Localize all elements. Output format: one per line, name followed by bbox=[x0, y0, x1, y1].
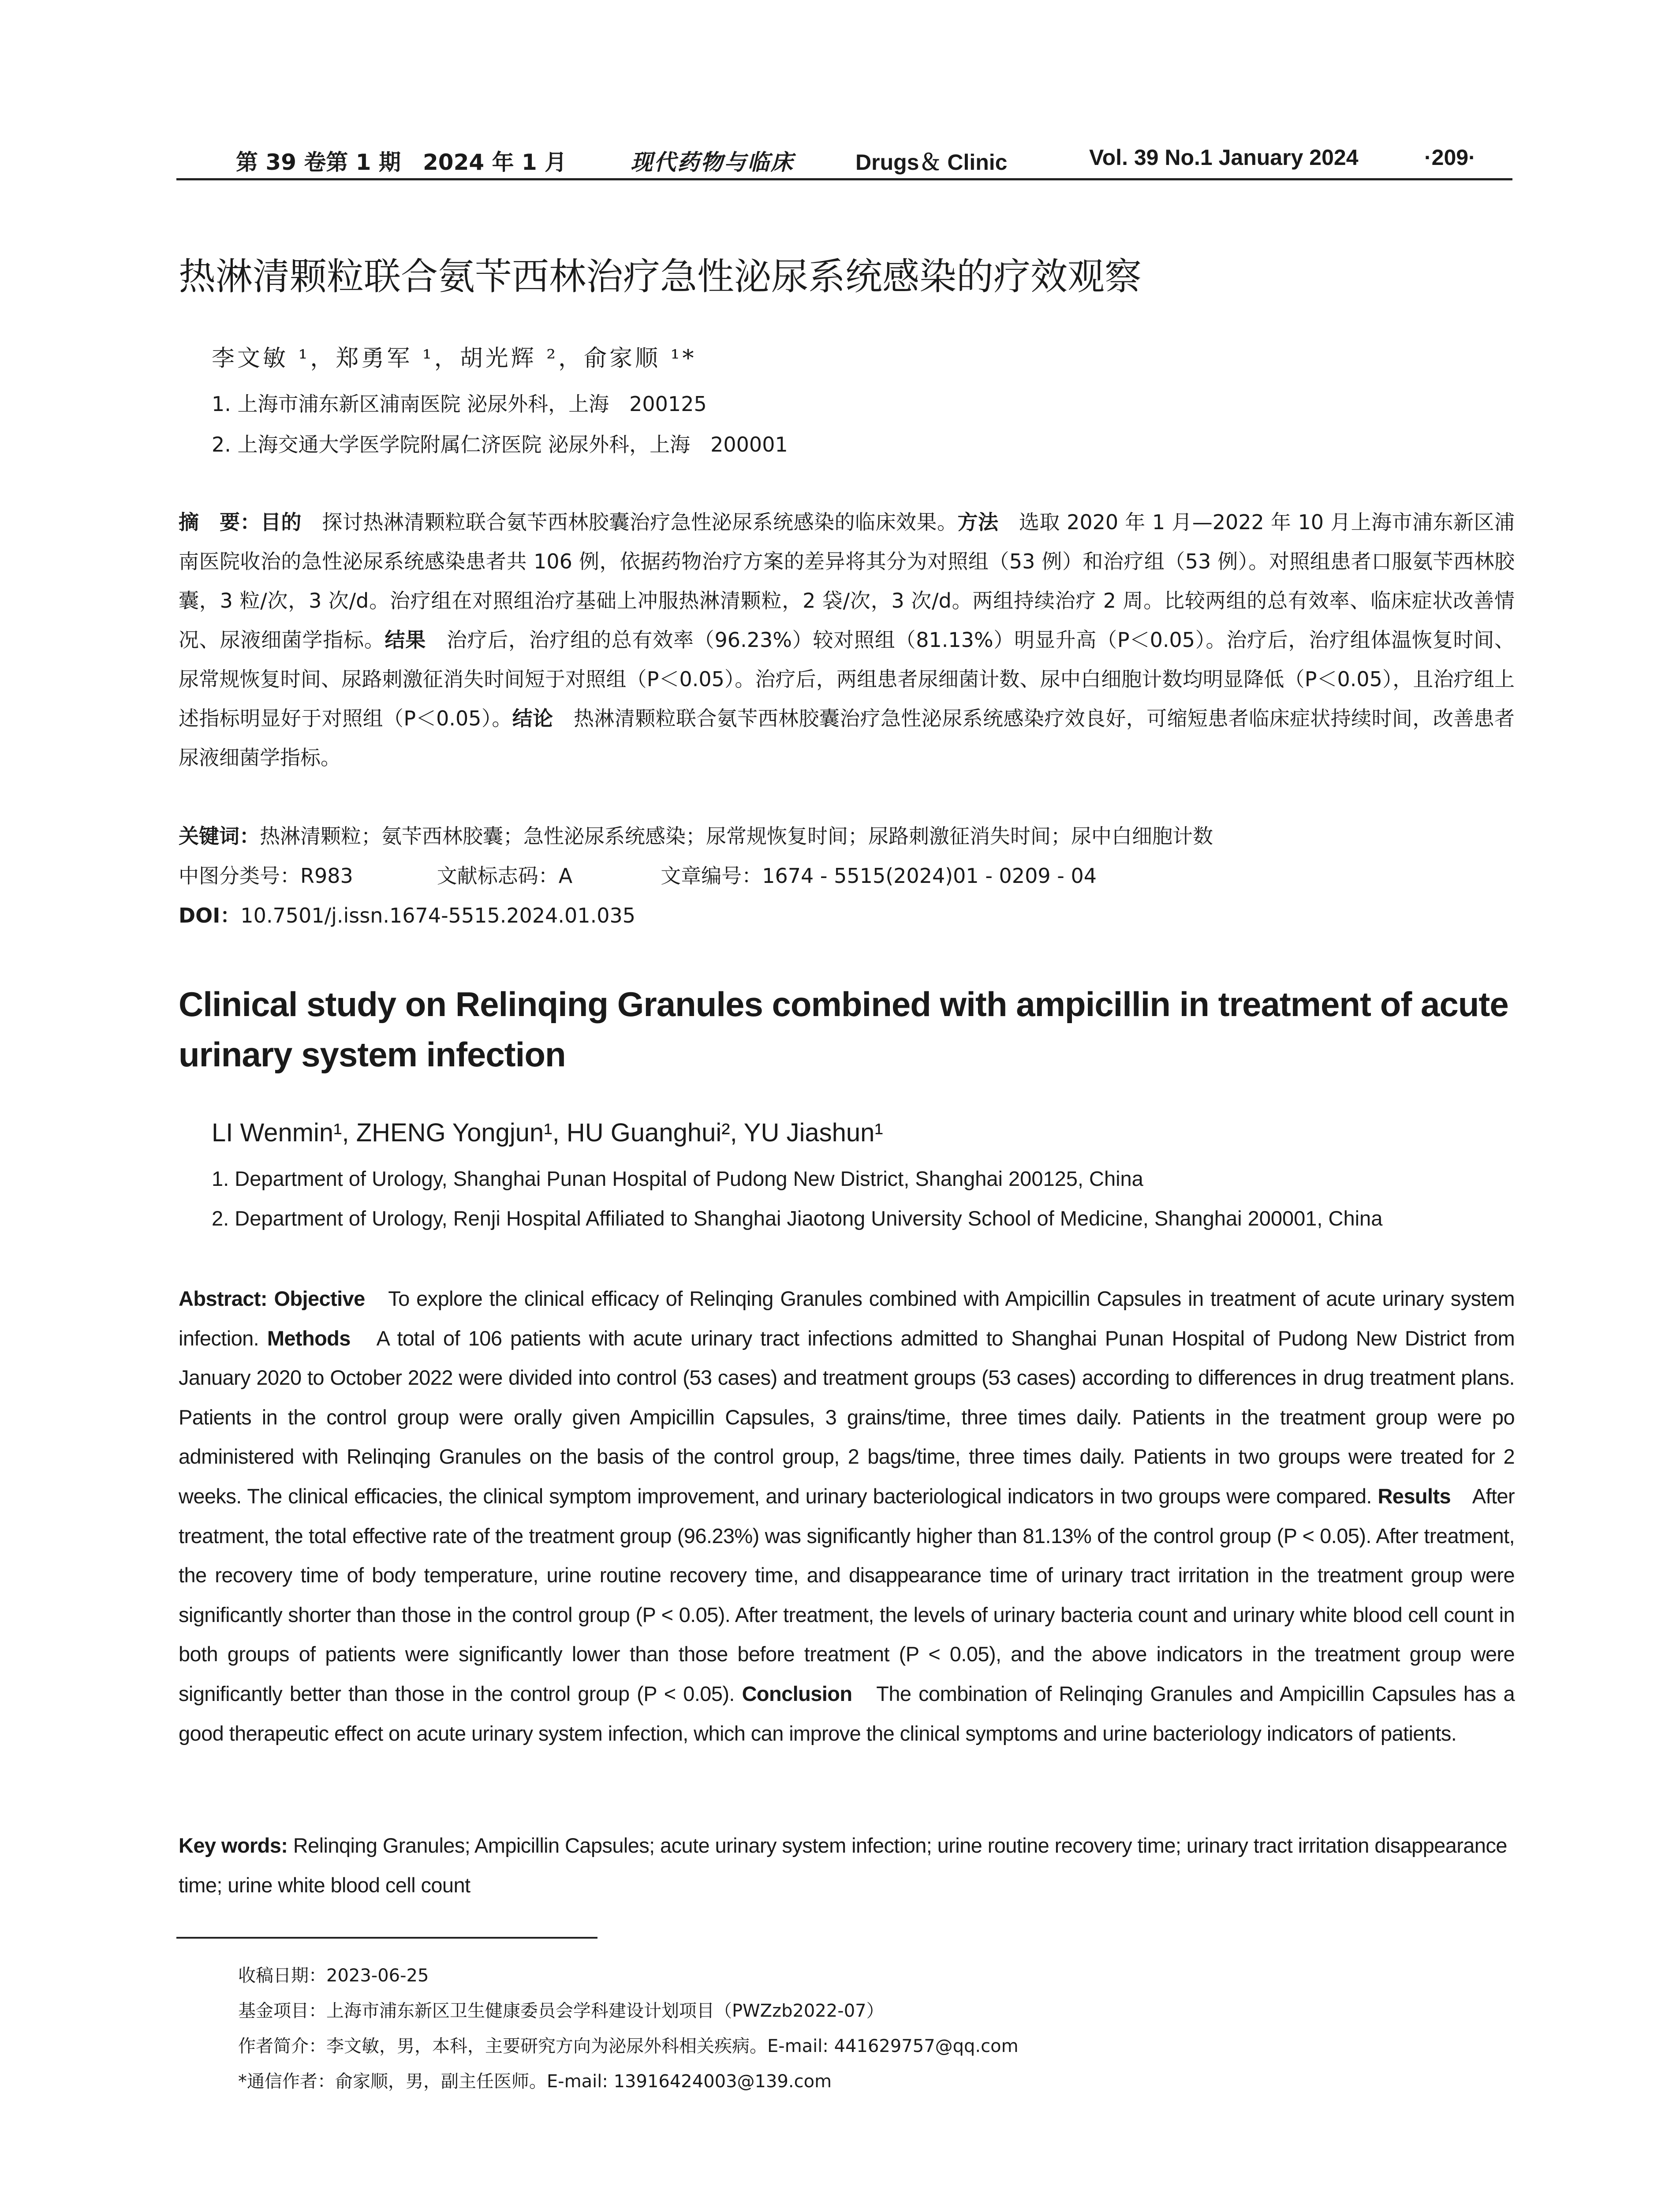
classification-cn bbox=[179, 860, 1515, 889]
abstract-cn-conclusion-label: 结论 bbox=[512, 706, 553, 730]
keywords-cn-label: 关键词： bbox=[179, 824, 260, 848]
abstract-cn-methods-label: 方法 bbox=[957, 510, 999, 534]
doi-label: DOI： bbox=[179, 904, 241, 927]
article-title-en: Clinical study on Relinqing Granules combined with ampicillin in treatment of acute urinary system infection bbox=[179, 985, 1508, 1074]
keywords-en-text: Relinqing Granules; Ampicillin Capsules; acute urinary system infection; urine routine recovery time; urinary tract irritation disappearance time; urine white blood cell count bbox=[179, 1834, 1507, 1897]
affiliation-cn-1: 1. 上海市浦东新区浦南医院 泌尿外科，上海 200125 bbox=[212, 392, 707, 416]
abstract-cn-label: 摘 要： bbox=[179, 510, 261, 534]
abstract-en-conclusion-label: Conclusion bbox=[742, 1682, 852, 1705]
doi bbox=[179, 900, 1515, 929]
abstract-en-results-label: Results bbox=[1378, 1484, 1451, 1508]
abstract-cn-objective-label: 目的 bbox=[260, 510, 302, 534]
header-volume-en: Vol. 39 No.1 January 2024 bbox=[1089, 145, 1359, 170]
abstract-en-objective: To explore the clinical efficacy of Relinqing Granules combined with Ampicillin Capsules in treatment of acute urinary system infection. bbox=[179, 1287, 1515, 1350]
abstract-cn-results: 治疗后，治疗组的总有效率（96.23%）较对照组（81.13%）明显升高（P＜0.05）。治疗后，治疗组体温恢复时间、尿常规恢复时间、尿路刺激征消失时间短于对照组（P＜0.05）。治疗后，两组患者尿细菌计数、尿中白细胞计数均明显降低（P＜0.05），且治疗组上述指标明显好于对照组（P＜0.05）。 bbox=[179, 628, 1515, 730]
footnote-corresponding: *通信作者：俞家顺，男，副主任医师。E-mail: 13916424003@139.com bbox=[238, 2071, 832, 2092]
article-number: 文章编号：1674 - 5515(2024)01 - 0209 - 04 bbox=[661, 864, 1097, 888]
footnote-fund: 基金项目：上海市浦东新区卫生健康委员会学科建设计划项目（PWZzb2022-07） bbox=[238, 2001, 884, 2021]
running-header bbox=[176, 140, 1512, 180]
authors-en: LI Wenmin¹, ZHENG Yongjun¹, HU Guanghui², YU Jiashun¹ bbox=[212, 1118, 883, 1147]
header-page-number: ·209· bbox=[1424, 145, 1476, 170]
keywords-en bbox=[179, 1826, 1515, 1905]
header-journal-cn: 现代药物与临床 bbox=[631, 149, 794, 175]
doi-value[interactable]: 10.7501/j.issn.1674-5515.2024.01.035 bbox=[240, 904, 636, 927]
header-journal-en: Drugs＆ Clinic bbox=[855, 150, 1008, 175]
affiliation-en-1: 1. Department of Urology, Shanghai Punan Hospital of Pudong New District, Shanghai 200125, China bbox=[212, 1167, 1143, 1190]
footnote-divider bbox=[176, 1937, 597, 1939]
abstract-cn-results-label: 结果 bbox=[385, 628, 426, 652]
keywords-en-label: Key words: bbox=[179, 1834, 293, 1857]
abstract-en-objective-label: Abstract: Objective bbox=[179, 1287, 365, 1310]
class-number: 中图分类号：R983 bbox=[179, 864, 353, 888]
footnote-author-bio: 作者简介：李文敏，男，本科，主要研究方向为泌尿外科相关疾病。E-mail: 441629757@qq.com bbox=[238, 2036, 1019, 2056]
abstract-en bbox=[179, 1279, 1515, 1753]
keywords-cn-text: 热淋清颗粒；氨苄西林胶囊；急性泌尿系统感染；尿常规恢复时间；尿路刺激征消失时间；尿中白细胞计数 bbox=[260, 824, 1213, 848]
abstract-cn-conclusion: 热淋清颗粒联合氨苄西林胶囊治疗急性泌尿系统感染疗效良好，可缩短患者临床症状持续时间，改善患者尿液细菌学指标。 bbox=[179, 706, 1515, 770]
article-title-cn: 热淋清颗粒联合氨苄西林治疗急性泌尿系统感染的疗效观察 bbox=[179, 255, 1142, 298]
abstract-en-results: After treatment, the total effective rate of the treatment group (96.23%) was significantly higher than 81.13% of the control group (P < 0.05). After treatment, the recovery time of body temperature, urine routine recovery time, and disappearance time of urinary tract irritation in the treatment group were significantly shorter than those in the control group (P < 0.05). After treatment, the levels of urinary bacteria count and urinary white blood cell count in both groups of patients were significantly lower than those before treatment (P < 0.05), and the above indicators in the treatment group were significantly better than those in the control group (P < 0.05). bbox=[179, 1484, 1515, 1705]
abstract-en-methods: A total of 106 patients with acute urinary tract infections admitted to Shanghai Punan Hospital of Pudong New District from January 2020 to October 2022 were divided into control (53 cases) and treatment groups (53 cases) according to differences in drug treatment plans. Patients in the control group were orally given Ampicillin Capsules, 3 grains/time, three times daily. Patients in the treatment group were po administered with Relinqing Granules on the basis of the control group, 2 bags/time, three times daily. Patients in two groups were treated for 2 weeks. The clinical efficacies, the clinical symptom improvement, and urinary bacteriological indicators in two groups were compared. bbox=[179, 1326, 1515, 1508]
abstract-en-conclusion: The combination of Relinqing Granules and Ampicillin Capsules has a good therapeutic effect on acute urinary system infection, which can improve the clinical symptoms and urine bacteriology indicators of patients. bbox=[179, 1682, 1515, 1745]
header-volume-cn: 第 39 卷第 1 期 2024 年 1 月 bbox=[236, 149, 567, 175]
abstract-cn bbox=[179, 503, 1515, 777]
document-code: 文献标志码：A bbox=[437, 864, 573, 888]
abstract-cn-methods: 选取 2020 年 1 月—2022 年 10 月上海市浦东新区浦南医院收治的急性泌尿系统感染患者共 106 例，依据药物治疗方案的差异将其分为对照组（53 例）和治疗组（53 例）。对照组患者口服氨苄西林胶囊，3 粒/次，3 次/d。治疗组在对照组治疗基础上冲服热淋清颗粒，2 袋/次，3 次/d。两组持续治疗 2 周。比较两组的总有效率、临床症状改善情况、尿液细菌学指标。 bbox=[179, 510, 1515, 652]
affiliation-en-2: 2. Department of Urology, Renji Hospital Affiliated to Shanghai Jiaotong University School of Medicine, Shanghai 200001, China bbox=[212, 1207, 1383, 1230]
footnote-received: 收稿日期：2023-06-25 bbox=[238, 1966, 429, 1986]
abstract-en-methods-label: Methods bbox=[267, 1326, 351, 1350]
authors-cn: 李文敏 ¹，郑勇军 ¹，胡光辉 ²，俞家顺 ¹* bbox=[212, 345, 697, 372]
keywords-cn bbox=[179, 820, 1515, 849]
affiliation-cn-2: 2. 上海交通大学医学院附属仁济医院 泌尿外科，上海 200001 bbox=[212, 433, 788, 456]
abstract-cn-objective: 探讨热淋清颗粒联合氨苄西林胶囊治疗急性泌尿系统感染的临床效果。 bbox=[301, 510, 958, 534]
